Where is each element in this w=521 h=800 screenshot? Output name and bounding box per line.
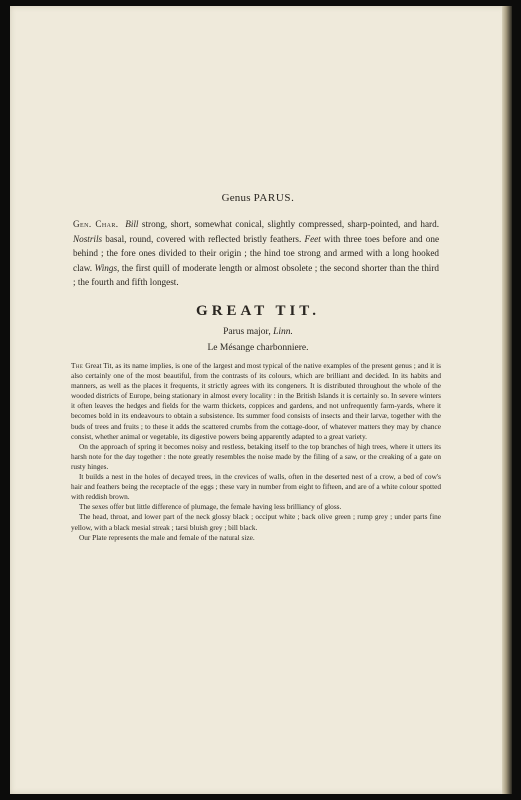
latin-name-line xyxy=(10,327,506,337)
paragraph: The head, throat, and lower part of the neck glossy black ; occiput white ; back olive green ; rump grey ; under parts fine yellow, with a black mesial streak ; tarsi bluish grey ; bill black. xyxy=(71,512,441,532)
paragraph xyxy=(71,361,441,442)
feet-label: Feet xyxy=(304,233,321,244)
french-name: Le Mésange charbonniere. xyxy=(207,343,309,353)
wings-label: Wings, xyxy=(94,262,120,273)
nostrils-text: basal, round, covered with reflected bristly feathers. xyxy=(105,233,302,244)
paragraph: Our Plate represents the male and female of the natural size. xyxy=(79,532,255,542)
wings-text: the first quill of moderate length or almost obsolete ; the second shorter than the third ; the fourth and fifth longest. xyxy=(73,262,440,287)
genus-prefix: Genus xyxy=(221,192,251,204)
page-content xyxy=(10,6,506,794)
bill-label: Bill xyxy=(125,219,139,229)
nostrils-label: Nostrils xyxy=(73,233,103,244)
genus-name: PARUS. xyxy=(253,192,295,204)
species-title: GREAT TIT. xyxy=(196,303,320,319)
species-description xyxy=(71,361,441,543)
paragraph: On the approach of spring it becomes noisy and restless, betaking itself to the top branches of high trees, where it utters its harsh note for the day together : the note greatly resembles the noise made by the filing of a saw, or the creaking of a gate on rusty hinges. xyxy=(71,441,441,471)
latin-authority: Linn. xyxy=(273,327,293,337)
paragraph-lead: The xyxy=(71,361,84,370)
feet-text: with three toes before and one behind ; the fore ones divided to their origin ; the hind toe strong and armed with a long hooked claw. xyxy=(73,233,440,273)
latin-name: Parus major, xyxy=(223,327,271,337)
paragraph: It builds a nest in the holes of decayed trees, in the crevices of walls, often in the deserted nest of a crow, a bed of cow's hair and feathers being the receptacle of the eggs ; these vary in number from eight to fifteen, and are of a white colour spotted with reddish brown. xyxy=(71,472,441,502)
genus-heading xyxy=(10,192,506,204)
page-edge-shadow xyxy=(502,6,512,794)
paragraph: The sexes offer but little difference of plumage, the female having less brilliancy of gloss. xyxy=(79,502,342,512)
bill-text: strong, short, somewhat conical, slightly compressed, sharp-pointed, and hard. xyxy=(141,219,440,229)
paragraph-text: Great Tit, as its name implies, is one of the largest and most typical of the native examples of the present genus ; and it is also certainly one of the most beautiful, from the contrasts of its colours, which are brilliant and decided. In its habits and manners, as well as the places it frequents, it strictly agrees with its congeners. It is distributed throughout the whole of the wooded districts of Europe, being stationary in almost every locality : in the British Islands it is certainly so. In severe winters it often leaves the hedges and fields for the warm thickets, coppices and gardens, and not unfrequently farm-yards, where it becomes bold in its endeavours to obtain a subsistence. Its summer food consists of insects and their larvæ, together with the buds of trees and fruits ; to these it adds the scattered crumbs from the cottage-door, of whatever matters they may by chance consist, whether animal or vegetable, its digestive powers being apparently adapted to a great variety. xyxy=(71,361,441,441)
gen-char-label: Gen. Char. xyxy=(73,219,119,229)
generic-characters xyxy=(73,217,439,290)
book-page xyxy=(10,6,506,794)
